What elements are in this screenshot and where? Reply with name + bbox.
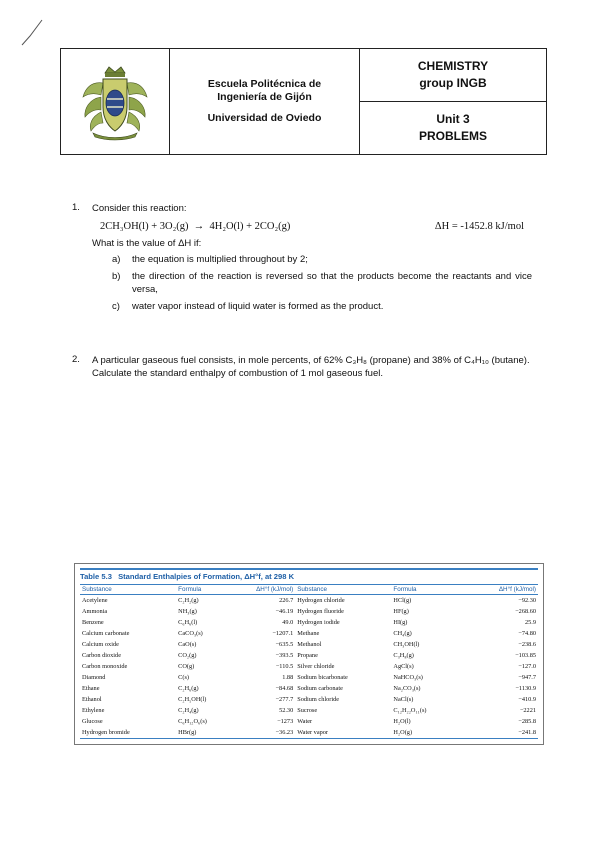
table-row: [80, 661, 538, 672]
table-cell: −1207.1: [272, 630, 294, 637]
table-cell: AgCl(s): [393, 663, 414, 670]
problem-number: 2.: [72, 354, 80, 365]
table-cell: −46.19: [275, 608, 294, 615]
option-c: [112, 300, 532, 313]
table-cell: C₂H₄(g): [178, 707, 199, 714]
table-cell: Propane: [297, 652, 318, 659]
table-cell: 52.30: [279, 707, 294, 714]
table-cell: −277.7: [275, 696, 294, 703]
table-cell: C₆H₆(l): [178, 619, 198, 626]
reaction-arrow-icon: →: [193, 221, 205, 232]
table-cell: Hydrogen bromide: [80, 727, 176, 739]
enthalpy-table: [80, 584, 538, 739]
table-cell: Glucose: [82, 718, 103, 725]
table-row: [80, 727, 538, 739]
unit-cell: [360, 102, 546, 154]
table-cell: C₂H₆(g): [178, 685, 199, 692]
problem-text: A particular gaseous fuel consists, in mole percents, of 62% C₃H₈ (propane) and 38% of C₄H₁₀ (butane). Calculate the standard enthalpy of combustion of 1 mol gaseous fuel.: [92, 355, 530, 379]
table-cell: Methane: [297, 630, 320, 637]
table-header-row: [80, 585, 538, 595]
crest-icon: [79, 63, 151, 141]
table-cell: NaCl(s): [393, 696, 414, 703]
table-cell: HF(g): [393, 608, 409, 615]
table-cell: C(s): [178, 674, 190, 681]
table-cell: CO₂(g): [178, 652, 197, 659]
option-key: b): [112, 271, 121, 282]
table-cell: HCl(g): [393, 597, 412, 604]
school-name-line1: Escuela Politécnica de: [207, 78, 322, 90]
table-cell: Na₂CO₃(s): [393, 685, 421, 692]
table-row: [80, 639, 538, 650]
problem-question: What is the value of ΔH if:: [92, 238, 202, 249]
table-cell: Diamond: [82, 674, 106, 681]
table-cell: Ethane: [82, 685, 100, 692]
table-cell: Carbon dioxide: [82, 652, 121, 659]
table-cell: H₂O(l): [393, 718, 411, 725]
table-cell: HI(g): [393, 619, 408, 626]
problem-1: [72, 202, 532, 317]
table-cell: Hydrogen fluoride: [297, 608, 344, 615]
reaction-products: 4H₂O(l) + 2CO₂(g): [209, 221, 291, 232]
table-cell: −1130.9: [515, 685, 536, 692]
table-cell: −2221: [519, 707, 536, 714]
table-cell: Ethanol: [82, 696, 102, 703]
table-row: [80, 595, 538, 607]
table-cell: C₁₂H₂₂O₁₁(s): [393, 707, 427, 714]
table-cell: −635.5: [275, 641, 294, 648]
col-header: Substance: [295, 585, 391, 595]
table-cell: −1273: [277, 718, 294, 725]
table-cell: −92.30: [518, 597, 536, 604]
table-cell: CaCO₃(s): [178, 630, 203, 637]
reaction-equation: [100, 221, 524, 232]
pen-mark-icon: [20, 18, 44, 46]
reaction-reactants: 2CH₃OH(l) + 3O₂(g): [100, 221, 189, 232]
table-cell: −103.85: [515, 652, 536, 659]
school-name-block: [170, 49, 360, 154]
options-list: [112, 253, 532, 313]
col-header: Substance: [80, 585, 176, 595]
table-cell: Water: [297, 718, 313, 725]
problem-number: 1.: [72, 202, 80, 213]
table-cell: CH₄(g): [393, 630, 412, 637]
option-key: c): [112, 301, 120, 312]
option-key: a): [112, 254, 121, 265]
table-cell: Sucrose: [297, 707, 318, 714]
table-cell: C₃H₈(g): [393, 652, 414, 659]
table-cell: −84.68: [275, 685, 294, 692]
col-header: Formula: [176, 585, 240, 595]
table-cell: CaO(s): [178, 641, 197, 648]
table-cell: Sodium bicarbonate: [297, 674, 348, 681]
table-label: Table 5.3: [80, 572, 112, 581]
table-top-rule: [80, 568, 538, 570]
table-row: [80, 628, 538, 639]
table-body: [80, 595, 538, 739]
table-cell: Calcium carbonate: [82, 630, 130, 637]
table-cell: −110.5: [275, 663, 294, 670]
table-cell: −36.23: [240, 727, 295, 739]
table-cell: −127.0: [518, 663, 536, 670]
subject-title: CHEMISTRY: [417, 59, 489, 73]
school-name-line2: Ingeniería de Gijón: [217, 91, 312, 103]
university-crest: [61, 49, 170, 154]
table-cell: Benzene: [82, 619, 104, 626]
table-row: [80, 617, 538, 628]
table-cell: 25.9: [524, 619, 536, 626]
table-cell: 226.7: [279, 597, 294, 604]
course-info: [360, 49, 546, 154]
table-cell: Ethylene: [82, 707, 105, 714]
option-text: water vapor instead of liquid water is formed as the product.: [132, 301, 384, 312]
table-cell: Ammonia: [82, 608, 108, 615]
table-cell: Hydrogen iodide: [297, 619, 340, 626]
problem-2: [72, 354, 532, 380]
table-cell: HBr(g): [176, 727, 240, 739]
document-header: [60, 48, 547, 155]
table-row: [80, 606, 538, 617]
table-cell: −393.5: [275, 652, 294, 659]
table-cell: Sodium carbonate: [297, 685, 343, 692]
course-cell: [360, 49, 546, 102]
table-row: [80, 683, 538, 694]
table-cell: −74.80: [518, 630, 536, 637]
table-cell: C₆H₁₂O₆(s): [178, 718, 207, 725]
unit-label: Unit 3: [436, 112, 470, 126]
table-cell: −947.7: [518, 674, 536, 681]
option-text: the equation is multiplied throughout by 2;: [132, 254, 308, 265]
table-row: [80, 716, 538, 727]
reaction-enthalpy: ΔH = -1452.8 kJ/mol: [434, 221, 524, 232]
table-title: Standard Enthalpies of Formation, ΔH°f, at 298 K: [118, 572, 295, 581]
table-cell: C₂H₂(g): [178, 597, 199, 604]
table-caption: [80, 572, 538, 581]
table-cell: 49.0: [282, 619, 294, 626]
table-cell: −285.8: [518, 718, 536, 725]
col-header: ΔH°f (kJ/mol): [240, 585, 295, 595]
table-cell: Calcium oxide: [82, 641, 119, 648]
table-cell: Carbon monoxide: [82, 663, 128, 670]
section-label: PROBLEMS: [418, 129, 487, 143]
table-cell: CH₃OH(l): [393, 641, 420, 648]
table-cell: Water vapor: [295, 727, 391, 739]
table-cell: Acetylene: [82, 597, 108, 604]
table-cell: Silver chloride: [297, 663, 335, 670]
table-cell: −268.60: [515, 608, 536, 615]
table-row: [80, 672, 538, 683]
table-row: [80, 694, 538, 705]
col-header: Formula: [391, 585, 469, 595]
problem-intro: Consider this reaction:: [92, 203, 187, 214]
table-cell: C₂H₅OH(l): [178, 696, 207, 703]
table-cell: NH₃(g): [178, 608, 197, 615]
table-row: [80, 705, 538, 716]
option-b: [112, 270, 532, 296]
table-cell: Hydrogen chloride: [297, 597, 345, 604]
table-cell: −238.6: [518, 641, 536, 648]
enthalpy-table-figure: [74, 563, 544, 745]
table-cell: Methanol: [297, 641, 322, 648]
table-cell: CO(g): [178, 663, 195, 670]
table-cell: NaHCO₃(s): [393, 674, 423, 681]
table-cell: Sodium chloride: [297, 696, 340, 703]
table-cell: 1.88: [282, 674, 294, 681]
table-cell: −241.8: [469, 727, 538, 739]
option-a: [112, 253, 532, 266]
university-name: Universidad de Oviedo: [207, 112, 322, 124]
problems-list: [72, 202, 532, 380]
table-row: [80, 650, 538, 661]
table-cell: H₂O(g): [391, 727, 469, 739]
option-text: the direction of the reaction is reversed so that the products become the reactants and vice versa,: [132, 271, 532, 295]
col-header: ΔH°f (kJ/mol): [469, 585, 538, 595]
table-cell: −410.9: [518, 696, 536, 703]
group-label: group INGB: [419, 76, 487, 90]
